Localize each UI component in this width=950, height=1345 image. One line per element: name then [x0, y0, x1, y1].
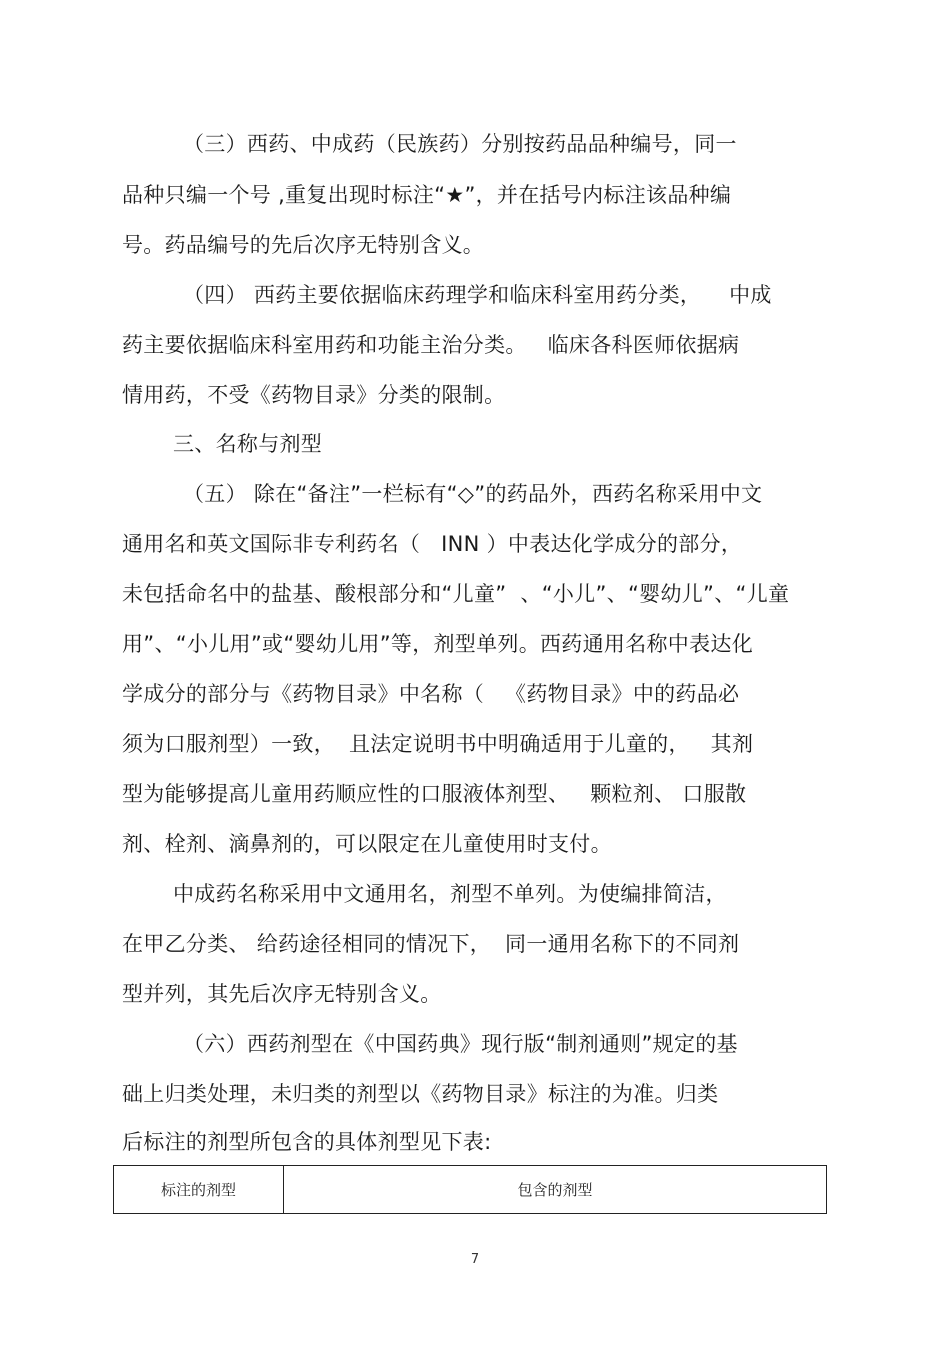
paragraph-line: （五） 除在“备注”一栏标有“◇”的药品外，西药名称采用中文	[183, 482, 763, 506]
paragraph-line: （六）西药剂型在《中国药典》现行版“制剂通则”规定的基	[183, 1032, 738, 1056]
paragraph-line: 号。药品编号的先后次序无特别含义。	[122, 233, 485, 257]
paragraph-line: 须为口服剂型）一致， 且法定说明书中明确适用于儿童的， 其剂	[122, 732, 754, 756]
paragraph-line: 学成分的部分与《药物目录》中名称（ 《药物目录》中的药品必	[122, 682, 740, 706]
paragraph-line: 未包括命名中的盐基、酸根部分和“儿童” 、“小儿”、“婴幼儿”、“儿童	[122, 582, 790, 606]
paragraph-line: 通用名和英文国际非专利药名（ INN ）中表达化学成分的部分，	[122, 532, 743, 556]
paragraph-line: 型为能够提高儿童用药顺应性的口服液体剂型、 颗粒剂、 口服散	[122, 782, 747, 806]
table-header-cell: 标注的剂型	[114, 1166, 284, 1213]
paragraph-line: 型并列，其先后次序无特别含义。	[122, 982, 442, 1006]
paragraph-line: 础上归类处理，未归类的剂型以《药物目录》标注的为准。归类	[122, 1082, 719, 1106]
section-heading: 三、名称与剂型	[173, 432, 323, 456]
table-header-cell: 包含的剂型	[517, 1181, 593, 1199]
page-number: 7	[470, 1252, 480, 1267]
paragraph-line: （四） 西药主要依据临床药理学和临床科室用药分类， 中成	[183, 283, 772, 307]
paragraph-line: （三）西药、中成药（民族药）分别按药品品种编号，同一	[183, 132, 737, 156]
paragraph-line: 药主要依据临床科室用药和功能主治分类。 临床各科医师依据病	[122, 333, 740, 357]
paragraph-line: 后标注的剂型所包含的具体剂型见下表:	[122, 1130, 492, 1154]
paragraph-line: 在甲乙分类、 给药途径相同的情况下， 同一通用名称下的不同剂	[122, 932, 740, 956]
paragraph-line: 情用药，不受《药物目录》分类的限制。	[122, 383, 506, 407]
dosage-form-table	[113, 1165, 827, 1214]
paragraph-line: 剂、栓剂、滴鼻剂的，可以限定在儿童使用时支付。	[122, 832, 612, 856]
paragraph-line: 品种只编一个号 ,重复出现时标注“★”，并在括号内标注该品种编	[122, 183, 732, 207]
paragraph-line: 用”、“小儿用”或“婴幼儿用”等，剂型单列。西药通用名称中表达化	[122, 632, 753, 656]
paragraph-line: 中成药名称采用中文通用名，剂型不单列。为使编排简洁，	[173, 882, 727, 906]
